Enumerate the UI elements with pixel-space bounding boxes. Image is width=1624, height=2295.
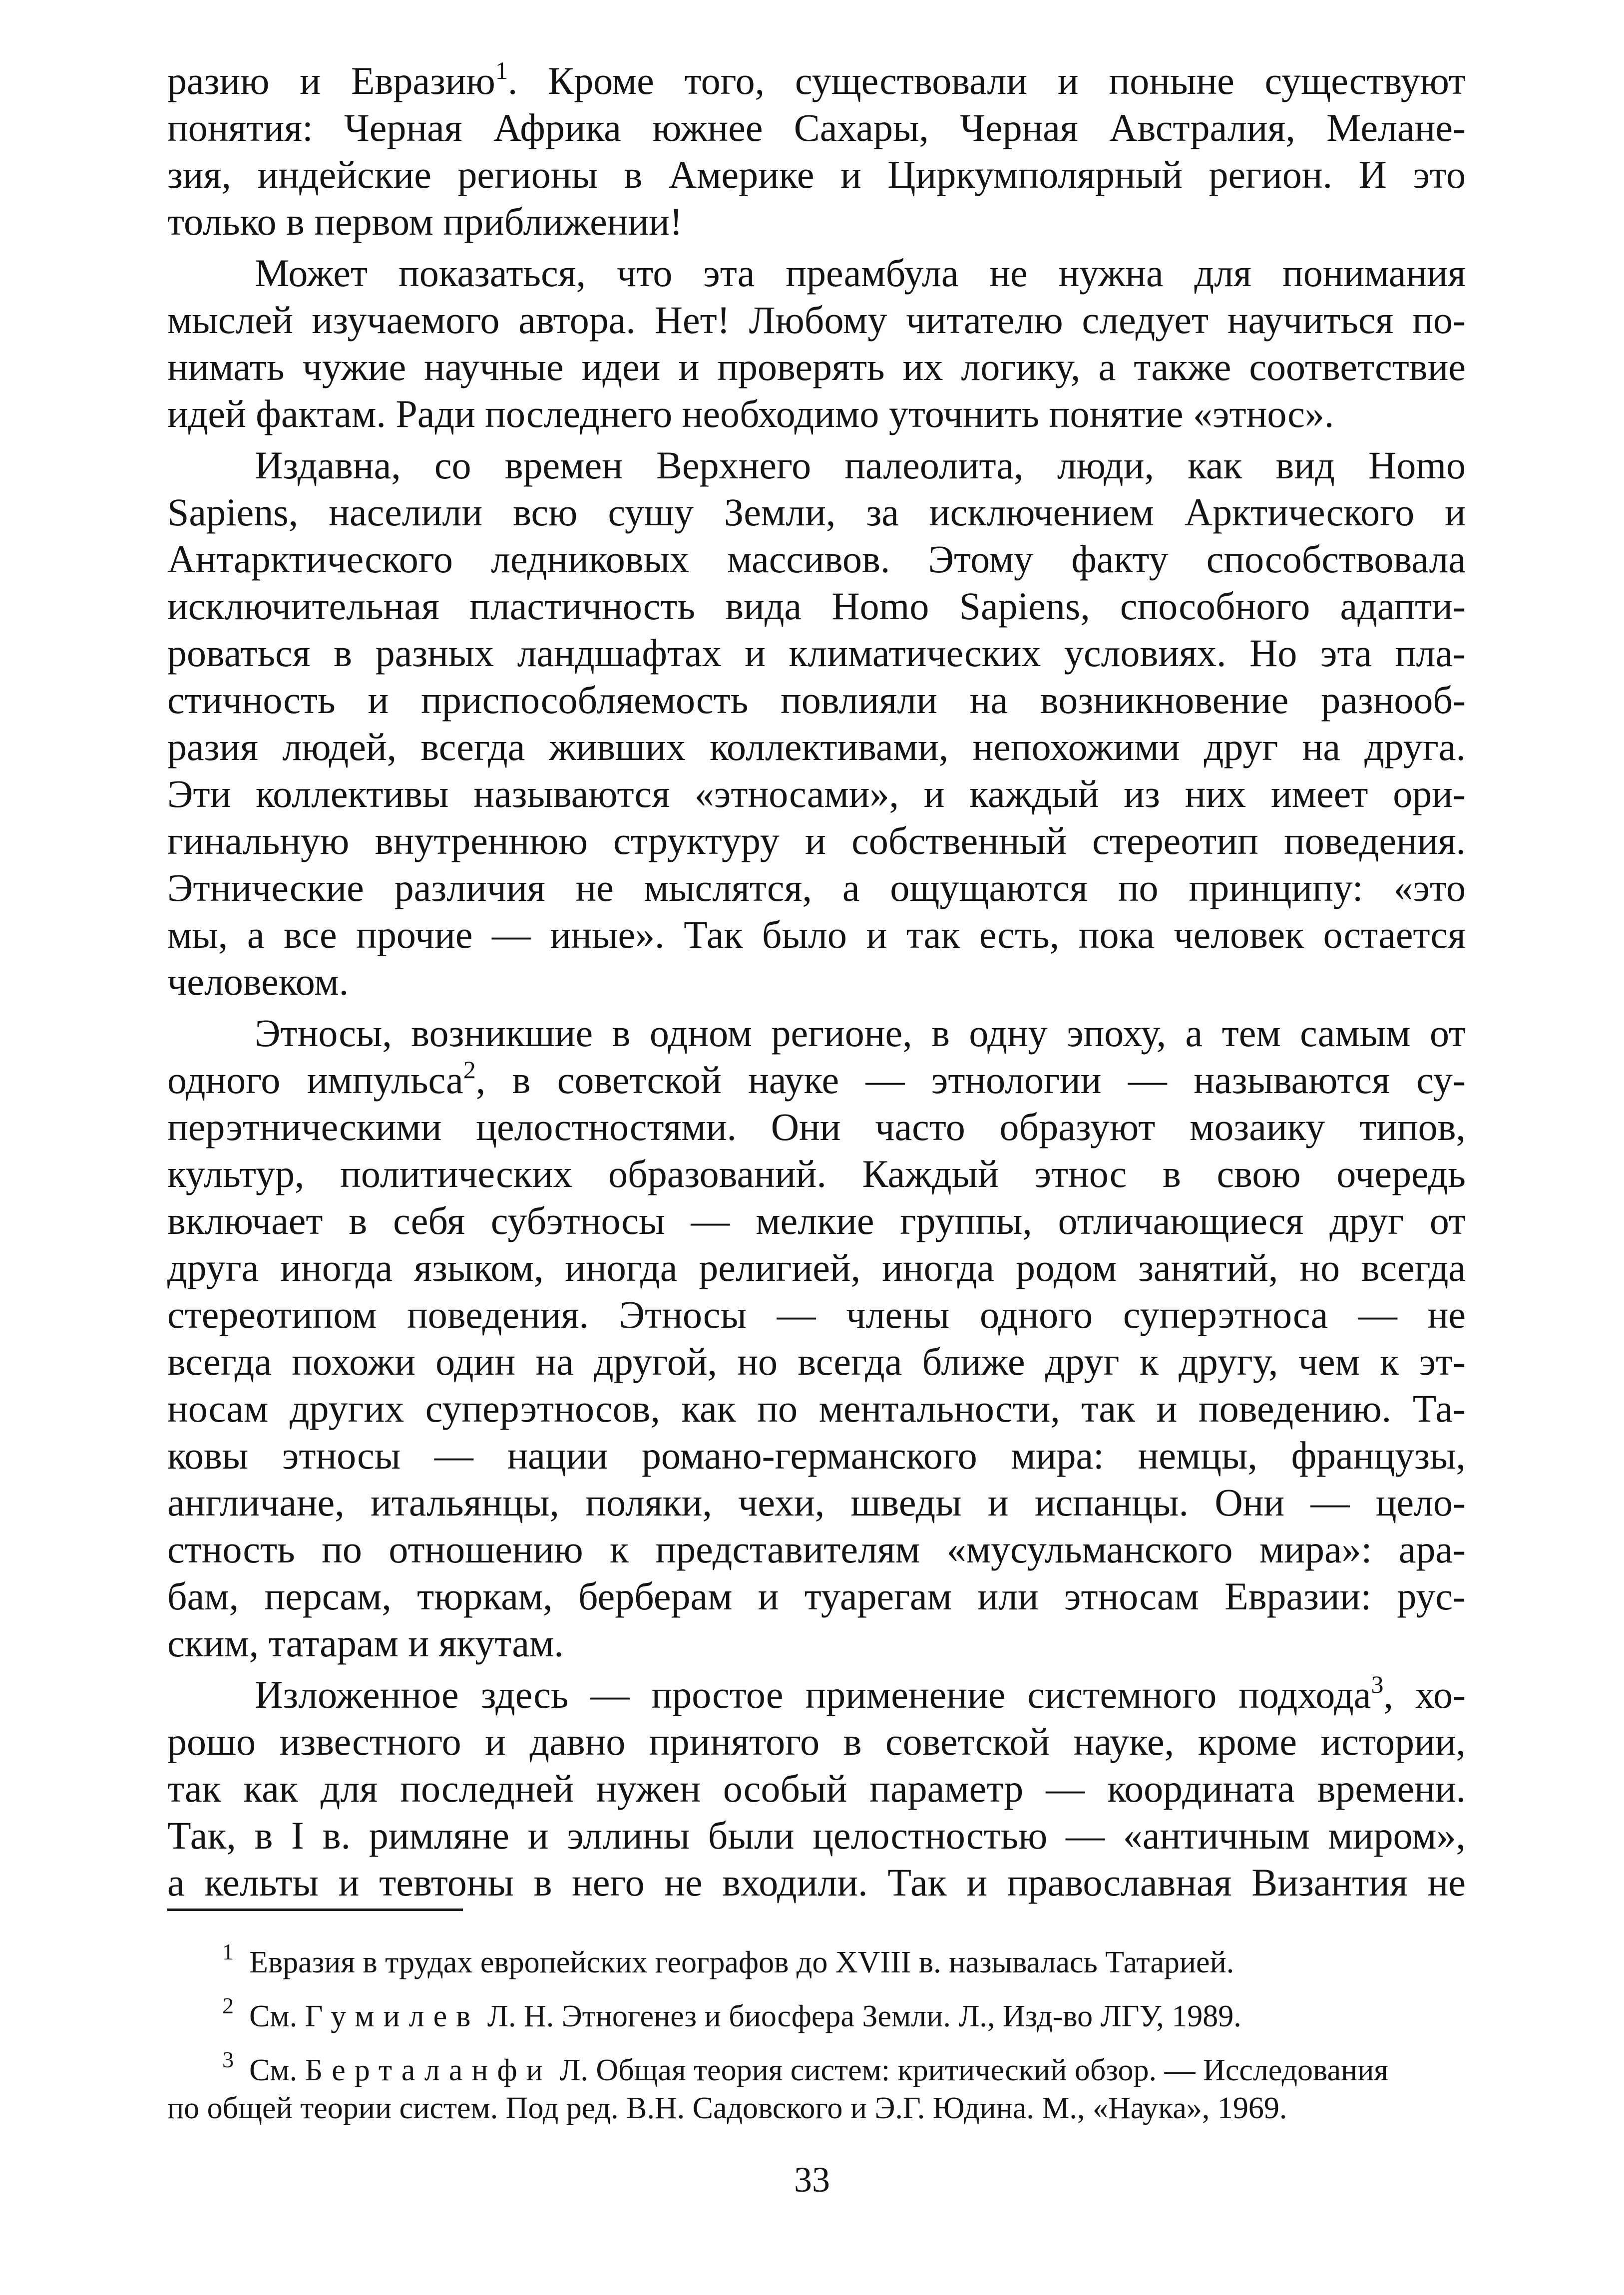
text-line-6: мыслей изучаемого автора. Нет! Любому читателю следует научиться по-: [167, 298, 1466, 342]
text-line-9: Издавна, со времен Верхнего палеолита, люди, как вид Homo: [255, 443, 1466, 487]
text-line-12: исключительная пластичность вида Homo Sapiens, способного адапти-: [167, 584, 1466, 628]
text-line-3: зия, индейские регионы в Америке и Циркумполярный регион. И это: [167, 153, 1466, 196]
text-line-36: рошо известного и давно принятого в советской науке, кроме истории,: [167, 1720, 1466, 1763]
text-line-29: носам других суперэтносов, как по ментальности, так и поведению. Та-: [167, 1387, 1466, 1430]
text-line-32: стность по отношению к представителям «мусульманского мира»: ара-: [167, 1528, 1466, 1571]
text-line-38: Так, в I в. римляне и эллины были целостностью — «античным миром»,: [167, 1814, 1466, 1857]
text-line-8: идей фактам. Ради последнего необходимо уточнить понятие «этнос».: [167, 392, 1334, 435]
text-line-25: включает в себя субэтносы — мелкие группы, отличающиеся друг от: [167, 1199, 1466, 1242]
footnote-3: $^3$ См. Берталанфи Л. Общая теория систем: критический обзор. — Исследования: [222, 2047, 1388, 2087]
text-line-30: ковы этносы — нации романо-германского мира: немцы, французы,: [167, 1434, 1466, 1477]
text-line-10: Sapiens, населили всю сушу Земли, за исключением Арктического и: [167, 490, 1466, 534]
text-line-13: роваться в разных ландшафтах и климатических условиях. Но эта пла-: [167, 631, 1466, 675]
text-line-21: Этносы, возникшие в одном регионе, в одну эпоху, а тем самым от: [255, 1011, 1466, 1055]
text-line-15: разия людей, всегда живших коллективами, непохожими друг на друга.: [167, 725, 1466, 768]
footnote-2-author: Гумилев: [305, 1999, 480, 2033]
text-line-34: ским, татарам и якутам.: [167, 1621, 564, 1665]
text-line-11: Антарктического ледниковых массивов. Этому факту способствовала: [167, 537, 1466, 581]
footnote-1: $^1$ Евразия в трудах европейских географов до XVIII в. называлась Татарией.: [222, 1939, 1234, 1979]
page-number: 33: [794, 2160, 830, 2200]
text-line-1: разию и Евразию$^1$. Кроме того, существовали и поныне существуют: [167, 56, 1466, 102]
text-line-4: только в первом приближении!: [167, 200, 683, 243]
footnote-2: $^2$ См. Гумилев Л. Н. Этногенез и биосфера Земли. Л., Изд-во ЛГУ, 1989.: [222, 1993, 1241, 2033]
text-line-35: Изложенное здесь — простое применение системного подхода$^3$, хо-: [255, 1670, 1466, 1716]
footnote-3-author: Берталанфи: [305, 2053, 552, 2087]
footnote-3-continuation: по общей теории систем. Под ред. В.Н. Садовского и Э.Г. Юдина. М., «Наука», 1969.: [167, 2091, 1287, 2125]
text-line-7: нимать чужие научные идеи и проверять их логику, а также соответствие: [167, 345, 1466, 388]
text-line-20: человеком.: [167, 960, 349, 1003]
text-line-24: культур, политических образований. Каждый этнос в свою очередь: [167, 1152, 1466, 1195]
footnote-ref-3[interactable]: 3: [1371, 1670, 1384, 1698]
text-line-16: Эти коллективы называются «этносами», и каждый из них имеет ори-: [167, 772, 1466, 815]
text-line-17: гинальную внутреннюю структуру и собственный стереотип поведения.: [167, 819, 1466, 862]
footnote-ref-1[interactable]: 1: [495, 56, 508, 84]
footnote-separator: [167, 1909, 463, 1911]
text-line-37: так как для последней нужен особый параметр — координата времени.: [167, 1767, 1466, 1810]
text-line-2: понятия: Черная Африка южнее Сахары, Черная Австралия, Мелане-: [167, 106, 1466, 149]
text-line-26: друга иногда языком, иногда религией, иногда родом занятий, но всегда: [167, 1246, 1466, 1289]
text-line-14: стичность и приспособляемость повлияли на возникновение разнооб-: [167, 678, 1466, 722]
text-line-18: Этнические различия не мыслятся, а ощущаются по принципу: «это: [167, 866, 1466, 909]
text-line-27: стереотипом поведения. Этносы — члены одного суперэтноса — не: [167, 1293, 1466, 1336]
text-line-19: мы, а все прочие — иные». Так было и так есть, пока человек остается: [167, 913, 1466, 956]
text-line-33: бам, персам, тюркам, берберам и туарегам или этносам Евразии: рус-: [167, 1574, 1466, 1618]
footnote-ref-2[interactable]: 2: [463, 1056, 476, 1084]
text-line-28: всегда похожи один на другой, но всегда ближе друг к другу, чем к эт-: [167, 1340, 1466, 1383]
text-line-22: одного импульса$^2$, в советской науке — этнологии — называются су-: [167, 1056, 1466, 1102]
text-line-5: Может показаться, что эта преамбула не нужна для понимания: [255, 251, 1466, 295]
text-line-39: а кельты и тевтоны в него не входили. Так и православная Византия не: [167, 1861, 1466, 1904]
text-line-31: англичане, итальянцы, поляки, чехи, шведы и испанцы. Они — цело-: [167, 1481, 1466, 1524]
text-line-23: перэтническими целостностями. Они часто образуют мозаику типов,: [167, 1105, 1466, 1148]
